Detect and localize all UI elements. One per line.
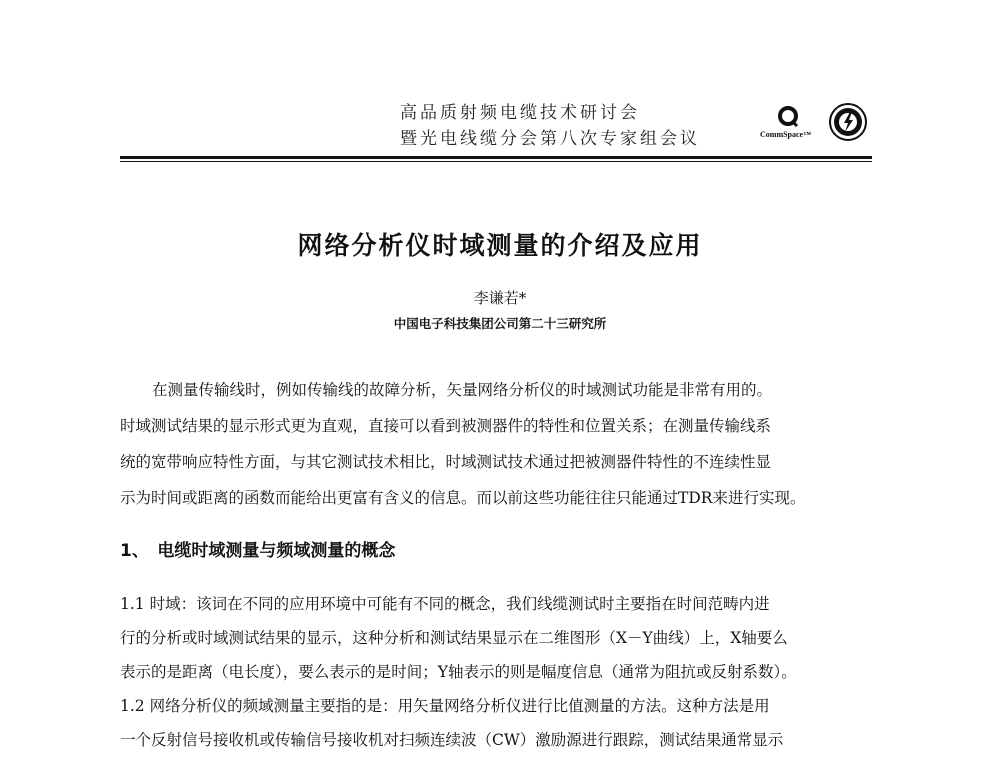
- conference-title-line1: 高品质射频电缆技术研讨会: [400, 103, 640, 123]
- intro-line: 时域测试结果的显示形式更为直观，直接可以看到被测器件的特性和位置关系；在测量传输线系: [120, 417, 772, 435]
- section1-line: 行的分析或时域测试结果的显示，这种分析和测试结果显示在二维图形（X－Y曲线）上，X轴要么: [120, 629, 788, 647]
- association-emblem-icon: [828, 102, 868, 142]
- commspace-logo-text: CommSpace™: [760, 130, 812, 139]
- paper-title: 网络分析仪时域测量的介绍及应用: [297, 231, 703, 260]
- section1-line: 表示的是距离（电长度），要么表示的是时间；Y轴表示的则是幅度信息（通常为阻抗或反射系数）。: [120, 663, 797, 681]
- commspace-logo-icon: [776, 104, 800, 128]
- intro-line: 统的宽带响应特性方面，与其它测试技术相比，时域测试技术通过把被测器件特性的不连续性显: [120, 453, 772, 471]
- intro-line: 示为时间或距离的函数而能给出更富有含义的信息。而以前这些功能往往只能通过TDR来进行实现。: [120, 489, 806, 507]
- header-divider-thick: [120, 156, 872, 159]
- intro-line: 在测量传输线时，例如传输线的故障分析，矢量网络分析仪的时域测试功能是非常有用的。: [152, 381, 773, 399]
- conference-header: [400, 100, 760, 152]
- section1-line: 1.1 时域：该词在不同的应用环境中可能有不同的概念，我们线缆测试时主要指在时间范畴内进: [120, 595, 770, 613]
- author-affiliation: 中国电子科技集团公司第二十三研究所: [393, 316, 607, 331]
- section1-line: 1.2 网络分析仪的频域测量主要指的是：用矢量网络分析仪进行比值测量的方法。这种方法是用: [120, 697, 770, 715]
- conference-title-line2: 暨光电线缆分会第八次专家组会议: [400, 129, 700, 149]
- section1-line: 一个反射信号接收机或传输信号接收机对扫频连续波（CW）激励源进行跟踪，测试结果通常显示: [120, 731, 784, 749]
- commspace-logo: [760, 104, 818, 148]
- header-divider-thin: [120, 161, 872, 162]
- author-name: 李谦若*: [473, 289, 527, 307]
- section-heading: 1、 电缆时域测量与频域测量的概念: [120, 541, 396, 561]
